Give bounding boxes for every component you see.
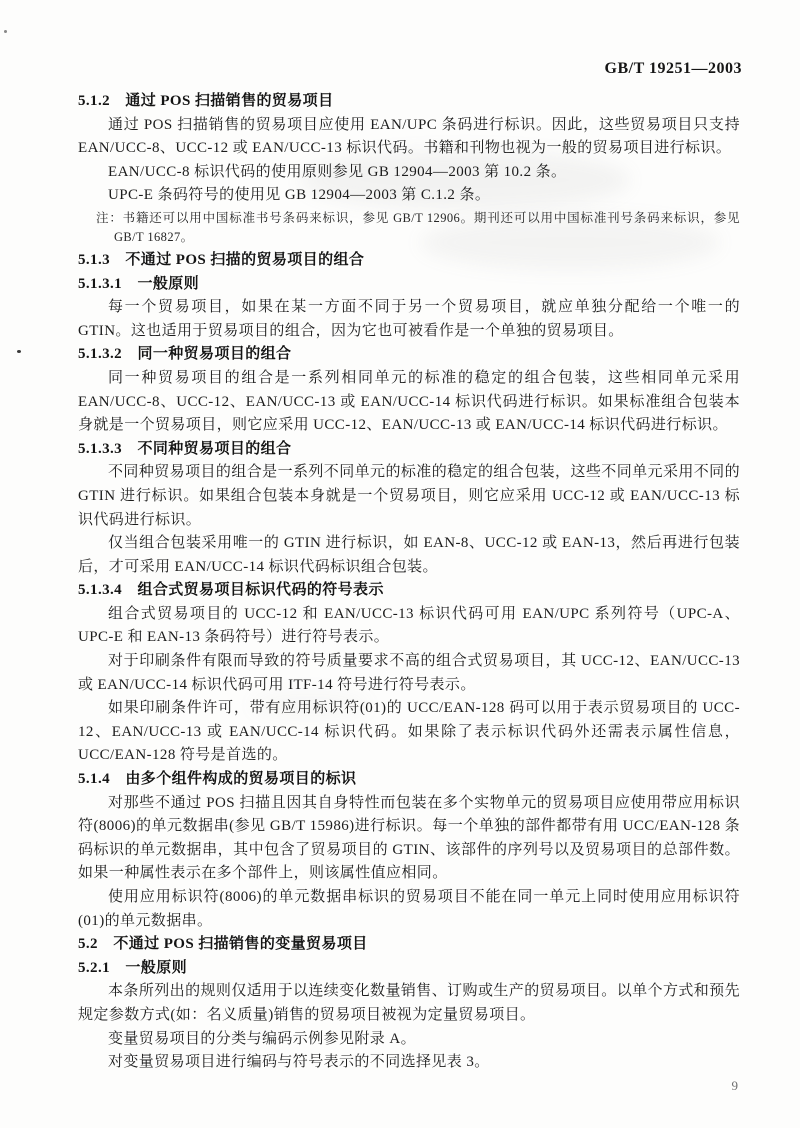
paragraph: 对于印刷条件有限而导致的符号质量要求不高的组合式贸易项目，其 UCC-12、EAN/UCC-13 或 EAN/UCC-14 标识代码可用 ITF-14 符号进行符号表示。 — [78, 653, 740, 693]
heading-5-2-1: 5.2.1 一般原则 — [78, 959, 188, 976]
heading-5-1-2: 5.1.2 通过 POS 扫描销售的贸易项目 — [78, 93, 334, 109]
paragraph: 仅当组合包装采用唯一的 GTIN 进行标识，如 EAN-8、UCC-12 或 EAN-13，然后再进行包装后，才可采用 EAN/UCC-14 标识代码标识组合包装。 — [78, 535, 740, 575]
document-body — [78, 90, 740, 1075]
heading-5-1-3-1: 5.1.3.1 一般原则 — [78, 275, 200, 292]
paragraph: 使用应用标识符(8006)的单元数据串标识的贸易项目不能在同一单元上同时使用应用标识符(01)的单元数据串。 — [78, 889, 740, 929]
paragraph: 每一个贸易项目，如果在某一方面不同于另一个贸易项目，就应单独分配给一个唯一的 GTIN。这也适用于贸易项目的组合，因为它也可被看作是一个单独的贸易项目。 — [78, 299, 740, 339]
heading-5-1-3-2: 5.1.3.2 同一种贸易项目的组合 — [78, 346, 292, 363]
paragraph: 如果印刷条件许可，带有应用标识符(01)的 UCC/EAN-128 码可以用于表示贸易项目的 UCC-12、EAN/UCC-13 或 EAN/UCC-14 标识代码。如果除了表示标识代码外还需表示属性信息，UCC/EAN-128 符号是首选的。 — [78, 700, 740, 764]
heading-5-1-3: 5.1.3 不通过 POS 扫描的贸易项目的组合 — [78, 251, 365, 268]
paragraph: 对那些不通过 POS 扫描且因其自身特性而包装在多个实物单元的贸易项目应使用带应用标识符(8006)的单元数据串(参见 GB/T 15986)进行标识。每一个单独的部件都带有用 UCC/EAN-128 条码标识的单元数据串，其中包含了贸易项目的 GTIN、该部件的序列号以及贸易项目的总部件数。如果一种属性表示在多个部件上，则该属性值应相同。 — [78, 794, 740, 882]
page-number: 9 — [731, 1078, 738, 1093]
heading-5-1-4: 5.1.4 由多个组件构成的贸易项目的标识 — [78, 771, 357, 788]
paragraph: 组合式贸易项目的 UCC-12 和 EAN/UCC-13 标识代码可用 EAN/UPC 系列符号（UPC-A、UPC-E 和 EAN-13 条码符号）进行符号表示。 — [78, 605, 740, 646]
heading-5-1-3-4: 5.1.3.4 组合式贸易项目标识代码的符号表示 — [78, 582, 384, 599]
note: 注：书籍还可以用中国标准书号条码来标识，参见 GB/T 12906。期刊还可以用中国标准刊号条码来标识，参见 GB/T 16827。 — [96, 210, 740, 245]
paragraph: 不同种贸易项目的组合是一系列不同单元的标准的稳定的组合包装，这些不同单元采用不同的 GTIN 进行标识。如果组合包装本身就是一个贸易项目，则它应采用 UCC-12 或 EAN/UCC-13 标识代码进行标识。 — [78, 464, 740, 528]
paragraph: 通过 POS 扫描销售的贸易项目应使用 EAN/UPC 条码进行标识。因此，这些贸易项目只支持 EAN/UCC-8、UCC-12 或 EAN/UCC-13 标识代码。书籍和刊物也视为一般的贸易项目进行标识。 — [78, 116, 740, 157]
scan-speck — [17, 350, 21, 353]
scan-speck — [4, 30, 7, 33]
heading-5-2: 5.2 不通过 POS 扫描销售的变量贸易项目 — [78, 936, 368, 953]
paragraph: UPC-E 条码符号的使用见 GB 12904—2003 第 C.1.2 条。 — [108, 187, 491, 204]
paragraph: 对变量贸易项目进行编码与符号表示的不同选择见表 3。 — [108, 1054, 490, 1071]
paragraph: 变量贸易项目的分类与编码示例参见附录 A。 — [108, 1030, 416, 1047]
heading-5-1-3-3: 5.1.3.3 不同种贸易项目的组合 — [78, 440, 292, 457]
paragraph: 本条所列出的规则仅适用于以连续变化数量销售、订购或生产的贸易项目。以单个方式和预先规定参数方式(如：名义质量)销售的贸易项目被视为定量贸易项目。 — [78, 983, 740, 1023]
paragraph: 同一种贸易项目的组合是一系列相同单元的标准的稳定的组合包装，这些相同单元采用 EAN/UCC-8、UCC-12、EAN/UCC-13 或 EAN/UCC-14 标识代码进行标识。如果标准组合包装本身就是一个贸易项目，则它应采用 UCC-12、EAN/UCC-13 或 EAN/UCC-14 标识代码进行标识。 — [78, 369, 740, 434]
standard-number-header: GB/T 19251—2003 — [604, 60, 742, 77]
paragraph: EAN/UCC-8 标识代码的使用原则参见 GB 12904—2003 第 10.2 条。 — [108, 163, 567, 180]
